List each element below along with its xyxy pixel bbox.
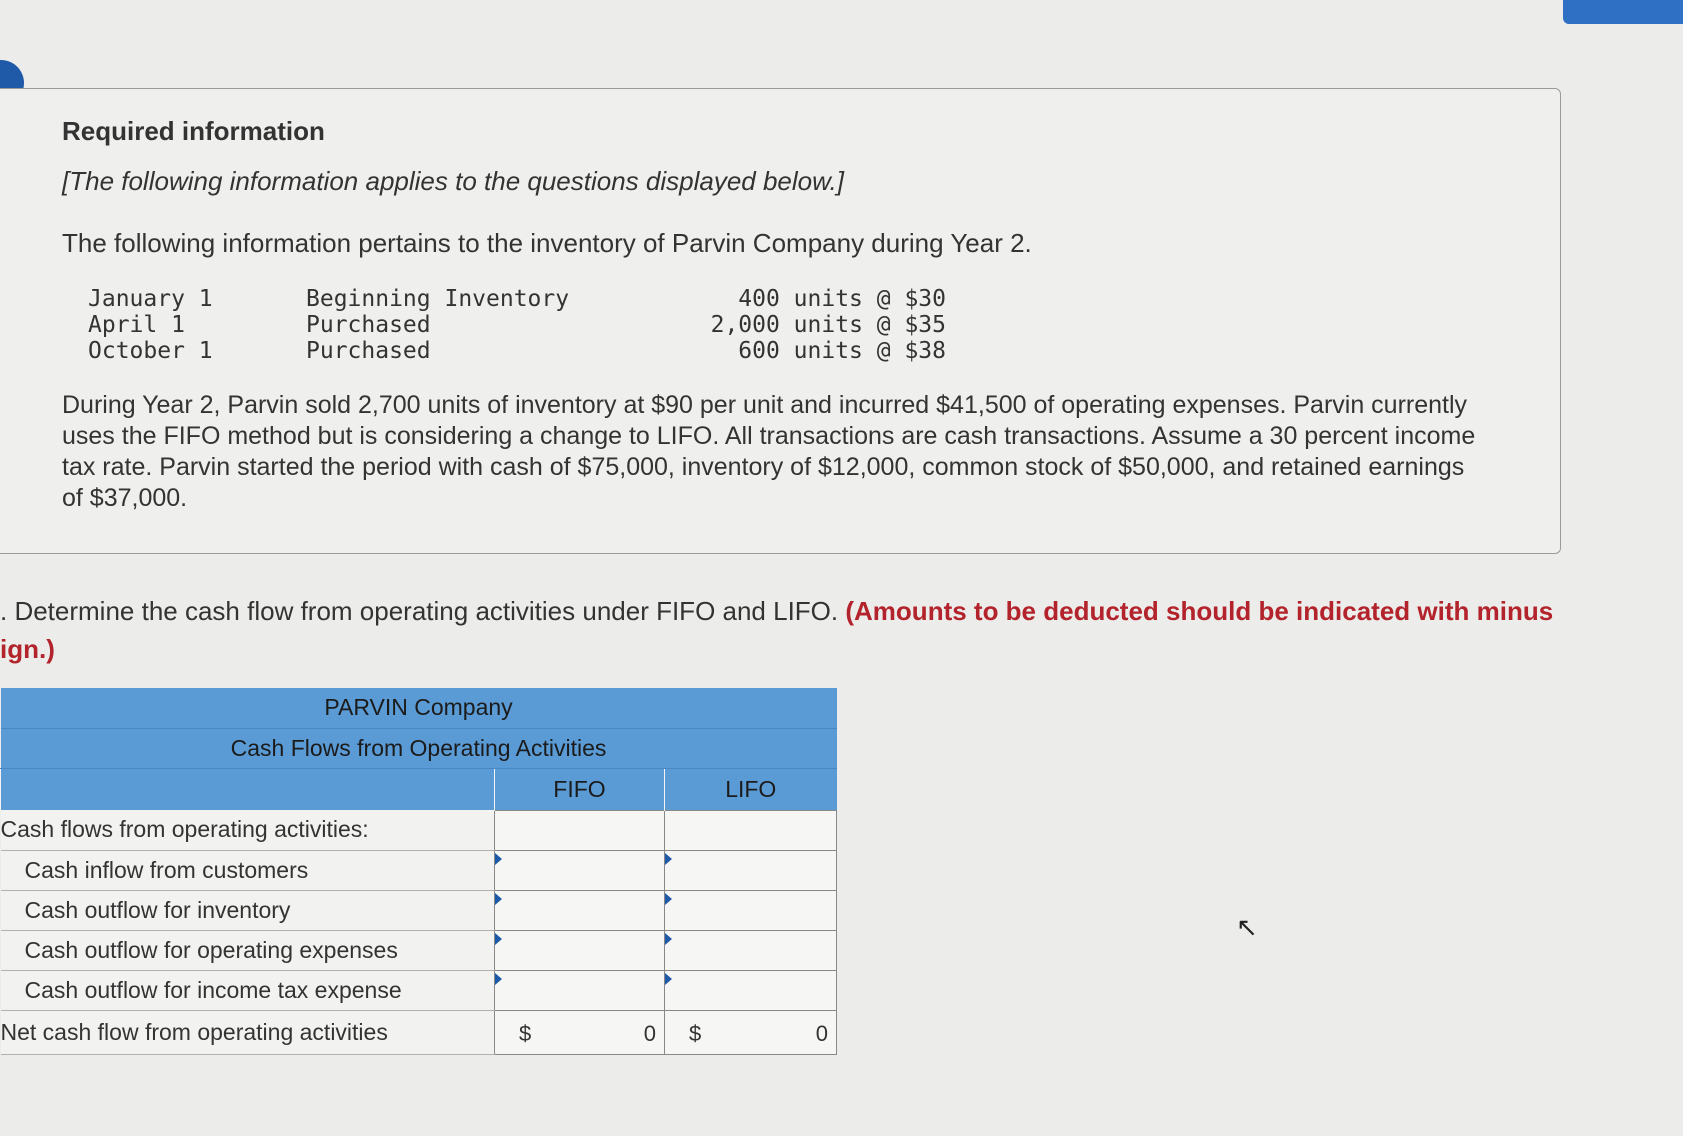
- lifo-income-tax-input[interactable]: [666, 972, 835, 1009]
- fifo-total-cell: [495, 1010, 665, 1054]
- fifo-customers-cell[interactable]: [495, 850, 665, 890]
- fifo-customers-input[interactable]: [496, 852, 663, 889]
- inventory-qty: 600 units @ $38: [738, 338, 946, 364]
- row-label-operating-expenses: Cash outflow for operating expenses: [1, 930, 495, 970]
- fifo-total-value: 0: [643, 1020, 656, 1046]
- inventory-row: [88, 338, 946, 364]
- problem-paragraph: During Year 2, Parvin sold 2,700 units of inventory at $90 per unit and incurred $41,500 of operating expenses. Parvin currently uses the FIFO method but is considering a change to LIFO. All transactions are cash transactions. Assume a 30 percent income tax rate. Parvin started the period with cash of $75,000, inventory of $12,000, common stock of $50,000, and retained earnings of $37,000.: [62, 391, 1476, 512]
- inventory-qty: 400 units @ $30: [738, 286, 946, 312]
- inventory-qty: 2,000 units @ $35: [710, 312, 946, 338]
- fifo-income-tax-cell[interactable]: [495, 970, 665, 1010]
- lifo-blank-cell: [665, 810, 837, 850]
- net-cash-flow-label: Net cash flow from operating activities: [1, 1010, 495, 1054]
- inventory-row: [88, 286, 946, 312]
- fifo-inventory-cell[interactable]: [495, 890, 665, 930]
- lifo-currency-symbol: $: [689, 1020, 702, 1046]
- fifo-operating-expenses-cell[interactable]: [495, 930, 665, 970]
- fifo-inventory-input[interactable]: [496, 892, 663, 929]
- lifo-total-value: 0: [815, 1020, 829, 1046]
- lifo-inventory-input[interactable]: [666, 892, 835, 929]
- lifo-customers-cell[interactable]: [665, 850, 837, 890]
- fifo-operating-expenses-input[interactable]: [496, 932, 663, 969]
- lifo-column-header: LIFO: [665, 768, 837, 810]
- fifo-income-tax-input[interactable]: [496, 972, 663, 1009]
- applies-note: [The following information applies to the questions displayed below.]: [62, 166, 844, 196]
- section-label: Cash flows from operating activities:: [1, 810, 495, 850]
- table-row: [1, 1010, 837, 1054]
- minus-sign-note: (Amounts to be deducted should be indicated with minus: [845, 596, 1554, 626]
- inventory-date: October 1: [88, 338, 213, 364]
- inventory-date: January 1: [88, 286, 213, 312]
- row-label-income-tax: Cash outflow for income tax expense: [1, 970, 495, 1010]
- question-text: [0, 592, 1600, 668]
- question-prompt: . Determine the cash flow from operating activities under FIFO and LIFO.: [0, 596, 839, 626]
- blank-column-header: [1, 768, 495, 810]
- table-row: [1, 850, 837, 890]
- inventory-table: [88, 286, 946, 364]
- lifo-operating-expenses-cell[interactable]: [665, 930, 837, 970]
- check-my-work-button[interactable]: [1563, 0, 1683, 24]
- lifo-customers-input[interactable]: [666, 852, 835, 889]
- fifo-blank-cell: [495, 810, 665, 850]
- cash-flow-table: [0, 688, 837, 1055]
- row-label-inventory: Cash outflow for inventory: [1, 890, 495, 930]
- inventory-row: [88, 312, 946, 338]
- row-label-customers: Cash inflow from customers: [1, 850, 495, 890]
- table-row: [1, 930, 837, 970]
- lifo-operating-expenses-input[interactable]: [666, 932, 835, 969]
- inventory-event: Purchased: [306, 338, 431, 364]
- lifo-total-cell: [665, 1010, 837, 1054]
- pertains-sentence: The following information pertains to the inventory of Parvin Company during Year 2.: [62, 228, 1032, 258]
- statement-title-header: Cash Flows from Operating Activities: [1, 728, 837, 768]
- required-information-title: Required information: [62, 116, 325, 146]
- inventory-event: Purchased: [306, 312, 431, 338]
- table-row: [1, 970, 837, 1010]
- inventory-event: Beginning Inventory: [306, 286, 570, 312]
- fifo-column-header: FIFO: [495, 768, 665, 810]
- inventory-date: April 1: [88, 312, 185, 338]
- company-name-header: PARVIN Company: [1, 688, 837, 728]
- fifo-currency-symbol: $: [519, 1020, 532, 1046]
- lifo-inventory-cell[interactable]: [665, 890, 837, 930]
- minus-sign-note-end: ign.): [0, 634, 55, 664]
- mouse-cursor-icon: ↖: [1236, 912, 1258, 942]
- table-row: [1, 890, 837, 930]
- lifo-income-tax-cell[interactable]: [665, 970, 837, 1010]
